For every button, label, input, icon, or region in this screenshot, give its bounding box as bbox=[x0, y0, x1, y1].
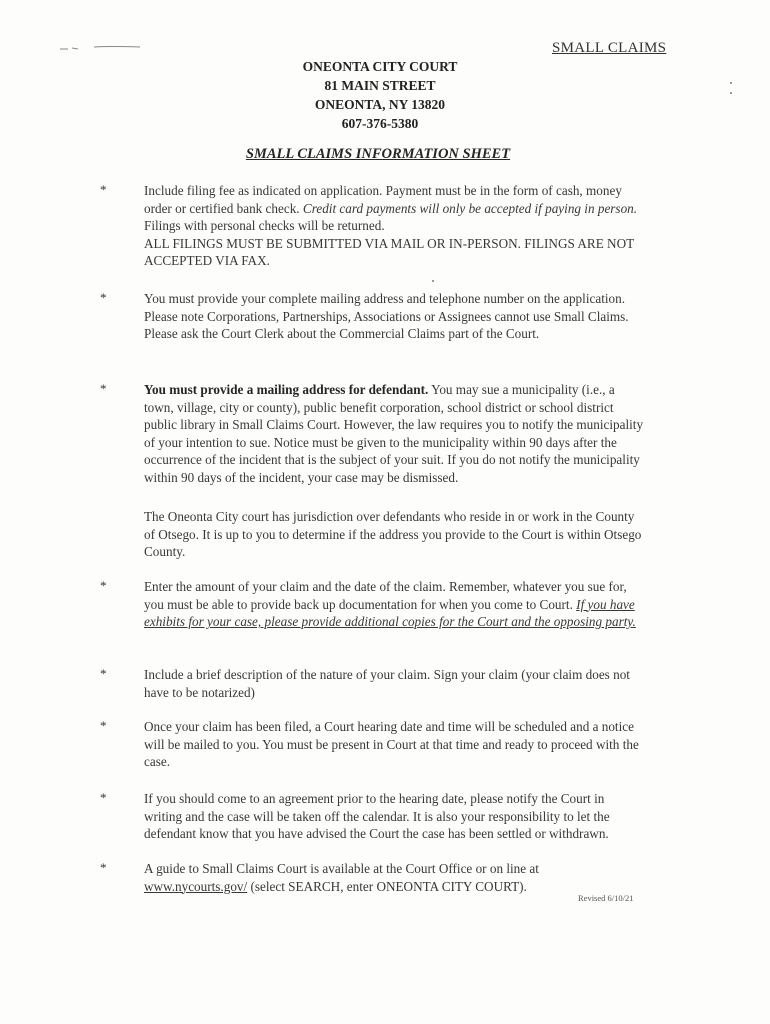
court-phone: 607-376-5380 bbox=[341, 116, 419, 131]
scan-speck bbox=[432, 280, 434, 282]
item-text: Once your claim has been filed, a Court hearing date and time will be scheduled and a notice will be mailed to you. You must be present in Court at that time and ready to proceed with the case. bbox=[144, 719, 639, 770]
court-street: 81 MAIN STREET bbox=[324, 78, 436, 93]
bullet-marker: * bbox=[100, 790, 107, 805]
item-text bbox=[144, 860, 644, 895]
item-text-part: You may sue a municipality (i.e., a town, village, city or county), public benefit corporation, school district or school district public library in Small Claims Court. However, the law requires you to notify the municipality of your intention to sue. Notice must be given to the municipality within 90 days after the occurrence of the incident that is the subject of your suit. If you do not notify the municipality within 90 days of the incident, your case may be dismissed. bbox=[144, 382, 644, 485]
item-italic-part: Credit card payments will only be accepted if paying in person. bbox=[302, 200, 638, 216]
small-claims-corner-label: SMALL CLAIMS bbox=[552, 40, 667, 56]
item-bold-part: You must provide a mailing address for defendant. bbox=[144, 382, 429, 397]
court-city-state: ONEONTA, NY 13820 bbox=[314, 97, 446, 112]
item-text bbox=[144, 182, 644, 270]
item-text: Include a brief description of the nature of your claim. Sign your claim (your claim does not have to be notarized) bbox=[144, 667, 630, 700]
bullet-marker: * bbox=[100, 666, 107, 681]
court-name: ONEONTA CITY COURT bbox=[302, 59, 458, 74]
item-text: You must provide your complete mailing address and telephone number on the application. Please note Corporations, Partnerships, Associations or Assignees cannot use Small Claims. Please ask the Court Clerk about the Commercial Claims part of the Court. bbox=[144, 291, 629, 342]
item-text bbox=[144, 578, 644, 631]
bullet-marker: * bbox=[100, 182, 107, 197]
bullet-marker: * bbox=[100, 290, 107, 305]
item-text-part: A guide to Small Claims Court is available at the Court Office or on line at bbox=[144, 861, 539, 876]
item-text-part: Enter the amount of your claim and the date of the claim. Remember, whatever you sue for, you must be able to provide back up documentation for when you come to Court. bbox=[144, 579, 627, 612]
document-title: SMALL CLAIMS INFORMATION SHEET bbox=[245, 146, 511, 162]
court-header bbox=[230, 57, 530, 133]
item-text: The Oneonta City court has jurisdiction over defendants who reside in or work in the County of Otsego. It is up to you to determine if the address you provide to the Court is within Otsego County. bbox=[144, 509, 642, 560]
item-fax-notice: ALL FILINGS MUST BE SUBMITTED VIA MAIL OR IN-PERSON. FILINGS ARE NOT ACCEPTED VIA FAX. bbox=[144, 235, 634, 269]
scan-artifact-mark bbox=[60, 45, 140, 51]
item-italic-underline-part: If you have exhibits for your case, please provide additional copies for the Court and the opposing party. bbox=[144, 596, 636, 630]
bullet-marker: * bbox=[100, 578, 107, 593]
item-text-part: Filings with personal checks will be returned. bbox=[144, 218, 385, 234]
scan-speck bbox=[730, 82, 732, 84]
nycourts-link[interactable]: www.nycourts.gov/ bbox=[144, 878, 248, 894]
item-text-part: (select SEARCH, enter ONEONTA CITY COURT). bbox=[247, 878, 527, 894]
item-text: If you should come to an agreement prior to the hearing date, please notify the Court in writing and the case will be taken off the calendar. It is also your responsibility to let the defendant know that you have advised the Court the case has been settled or withdrawn. bbox=[144, 791, 610, 842]
revised-date: Revised 6/10/21 bbox=[578, 893, 634, 903]
item-text bbox=[144, 381, 644, 487]
item-text-part: Include filing fee as indicated on application. Payment must be in the form of cash, money order or certified bank check. bbox=[144, 183, 622, 216]
bullet-marker: * bbox=[100, 860, 107, 875]
bullet-marker: * bbox=[100, 718, 107, 733]
bullet-marker: * bbox=[100, 381, 107, 396]
scan-speck bbox=[730, 92, 732, 94]
